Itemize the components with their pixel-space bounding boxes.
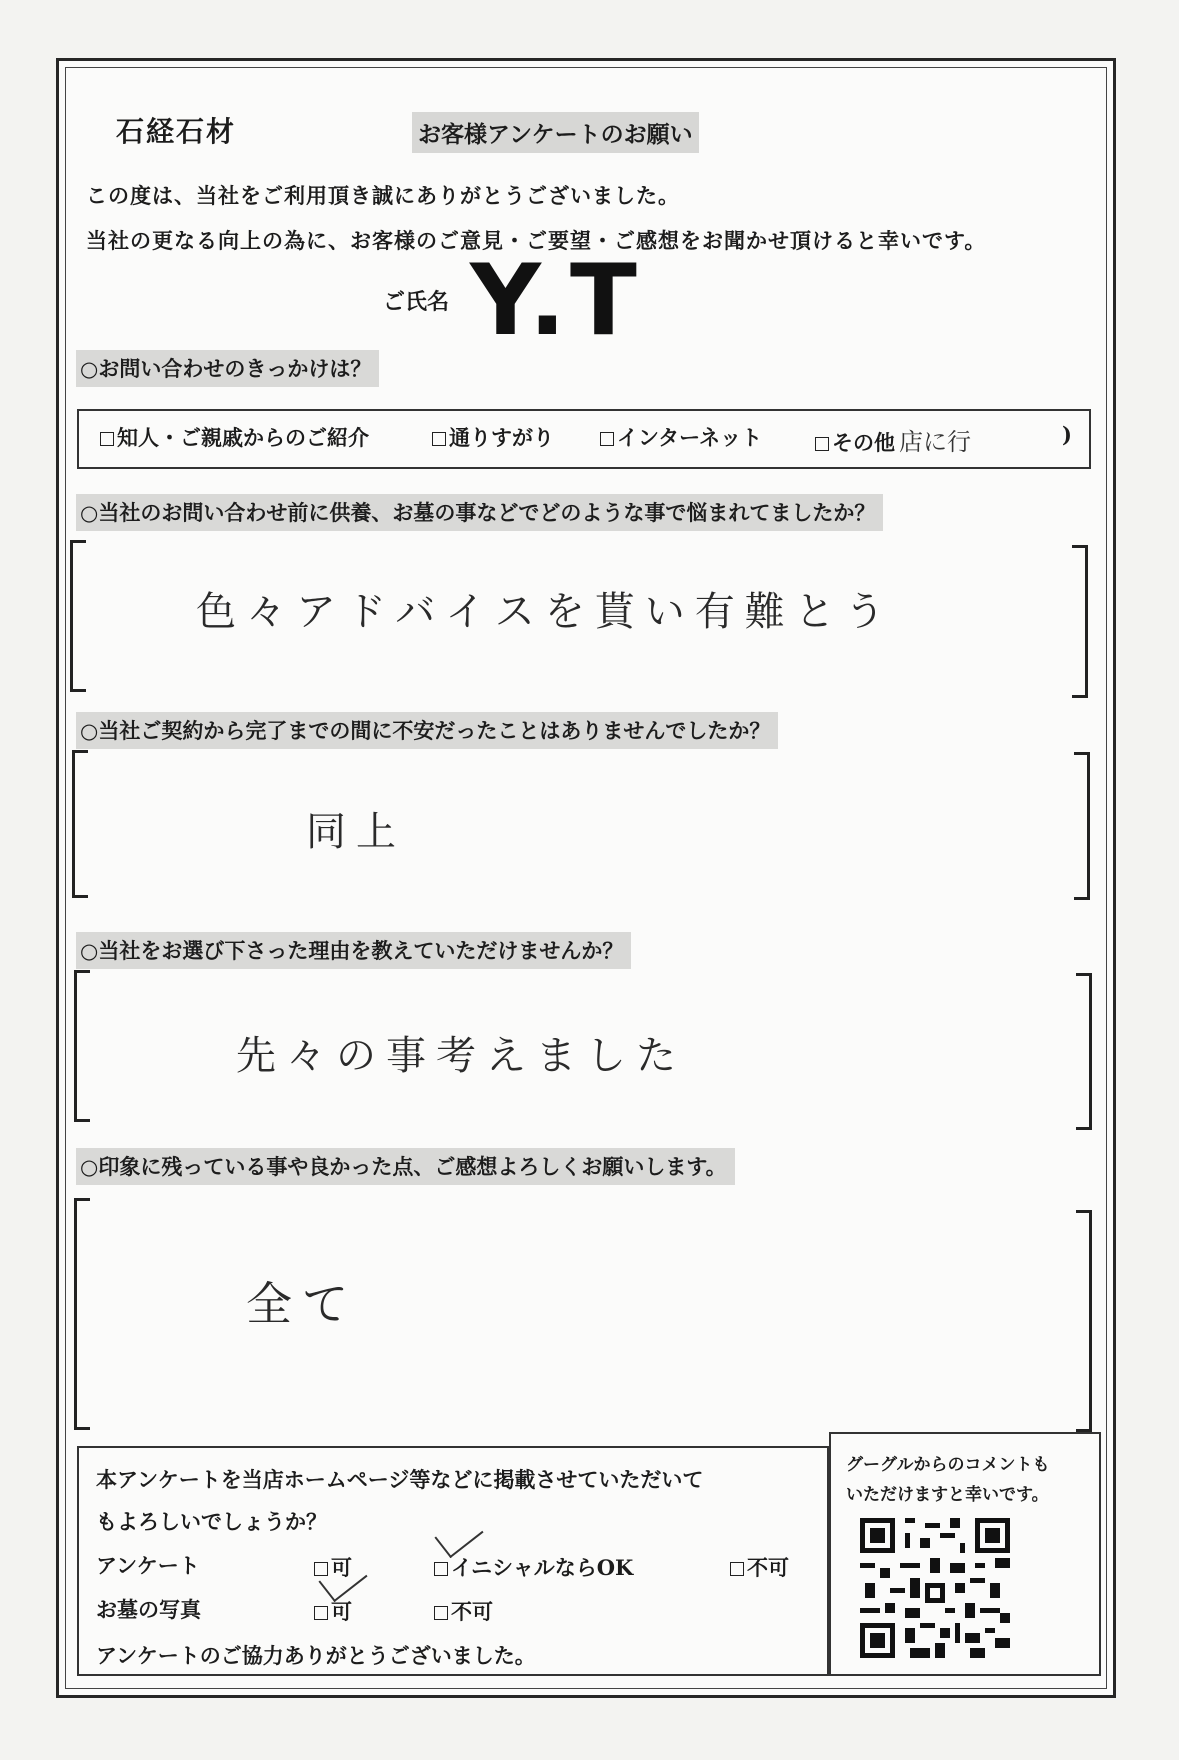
other-text[interactable]: 店に行 (899, 428, 971, 456)
bracket-right (1072, 545, 1088, 698)
name-label: ご氏名 (383, 289, 450, 315)
q2-heading: ○当社のお問い合わせ前に供養、お墓の事などでどのような事で悩まれてましたか？ (76, 494, 883, 531)
q3-heading: ○当社ご契約から完了までの間に不安だったことはありませんでしたか？ (76, 712, 778, 749)
q4-heading: ○当社をお選び下さった理由を教えていただけませんか？ (76, 932, 631, 969)
survey-option-initials[interactable]: イニシャルならOK (434, 1552, 633, 1582)
bracket-left (74, 1198, 90, 1430)
checkbox-icon[interactable] (314, 1562, 328, 1576)
intro-line-1: この度は、当社をご利用頂き誠にありがとうございました。 (86, 183, 680, 208)
company-name: 石経石材 (116, 115, 237, 148)
q4-answer[interactable]: 先々の事考えました (236, 1033, 686, 1079)
bracket-left (74, 970, 90, 1122)
checkbox-icon[interactable] (434, 1606, 448, 1620)
google-line-1: グーグルからのコメントも (846, 1455, 1050, 1475)
bracket-left (70, 540, 86, 692)
q3-answer[interactable]: 同上 (306, 809, 406, 855)
checkbox-icon[interactable] (434, 1562, 448, 1576)
q2-answer[interactable]: 色々アドバイスを貰い有難とう (196, 589, 895, 635)
checkbox-icon[interactable] (600, 432, 614, 446)
photo-label: お墓の写真 (96, 1597, 201, 1622)
q1-heading: ○お問い合わせのきっかけは？ (76, 350, 379, 387)
checkbox-icon[interactable] (314, 1606, 328, 1620)
photo-option-ok[interactable]: 可 (314, 1596, 352, 1626)
checkbox-icon[interactable] (432, 432, 446, 446)
q5-answer[interactable]: 全て (246, 1277, 358, 1331)
other-close-paren: ) (1062, 422, 1072, 447)
checkbox-icon[interactable] (730, 1562, 744, 1576)
name-value[interactable]: Y.T (470, 244, 641, 358)
publish-question-line-2: もよろしいでしょうか？ (96, 1509, 327, 1534)
option-referral[interactable]: 知人・ご親戚からのご紹介 (100, 422, 369, 452)
option-passing-by[interactable]: 通りすがり (432, 422, 554, 452)
publish-question-line-1: 本アンケートを当店ホームページ等などに掲載させていただいて (96, 1467, 704, 1492)
checkbox-icon[interactable] (815, 437, 829, 451)
photo-option-refuse[interactable]: 不可 (434, 1596, 493, 1626)
survey-label: アンケート (96, 1553, 200, 1578)
option-internet[interactable]: インターネット (600, 422, 762, 452)
bracket-right (1076, 1210, 1092, 1432)
form-title: お客様アンケートのお願い (412, 112, 699, 153)
intro-line-2: 当社の更なる向上の為に、お客様のご意見・ご要望・ご感想をお聞かせ頂けると幸いです。 (86, 228, 987, 253)
q5-heading: ○印象に残っている事や良かった点、ご感想よろしくお願いします。 (76, 1148, 735, 1185)
bracket-right (1074, 752, 1090, 900)
option-other[interactable]: その他 店に行 (815, 422, 971, 457)
checkbox-icon[interactable] (100, 432, 114, 446)
google-line-2: いただけますと幸いです。 (846, 1485, 1049, 1505)
survey-option-ok[interactable]: 可 (314, 1552, 352, 1582)
qr-code-icon[interactable] (860, 1518, 1010, 1658)
bracket-left (72, 750, 88, 898)
bracket-right (1076, 973, 1092, 1130)
survey-option-refuse[interactable]: 不可 (730, 1552, 789, 1582)
thanks-text: アンケートのご協力ありがとうございました。 (96, 1643, 536, 1668)
